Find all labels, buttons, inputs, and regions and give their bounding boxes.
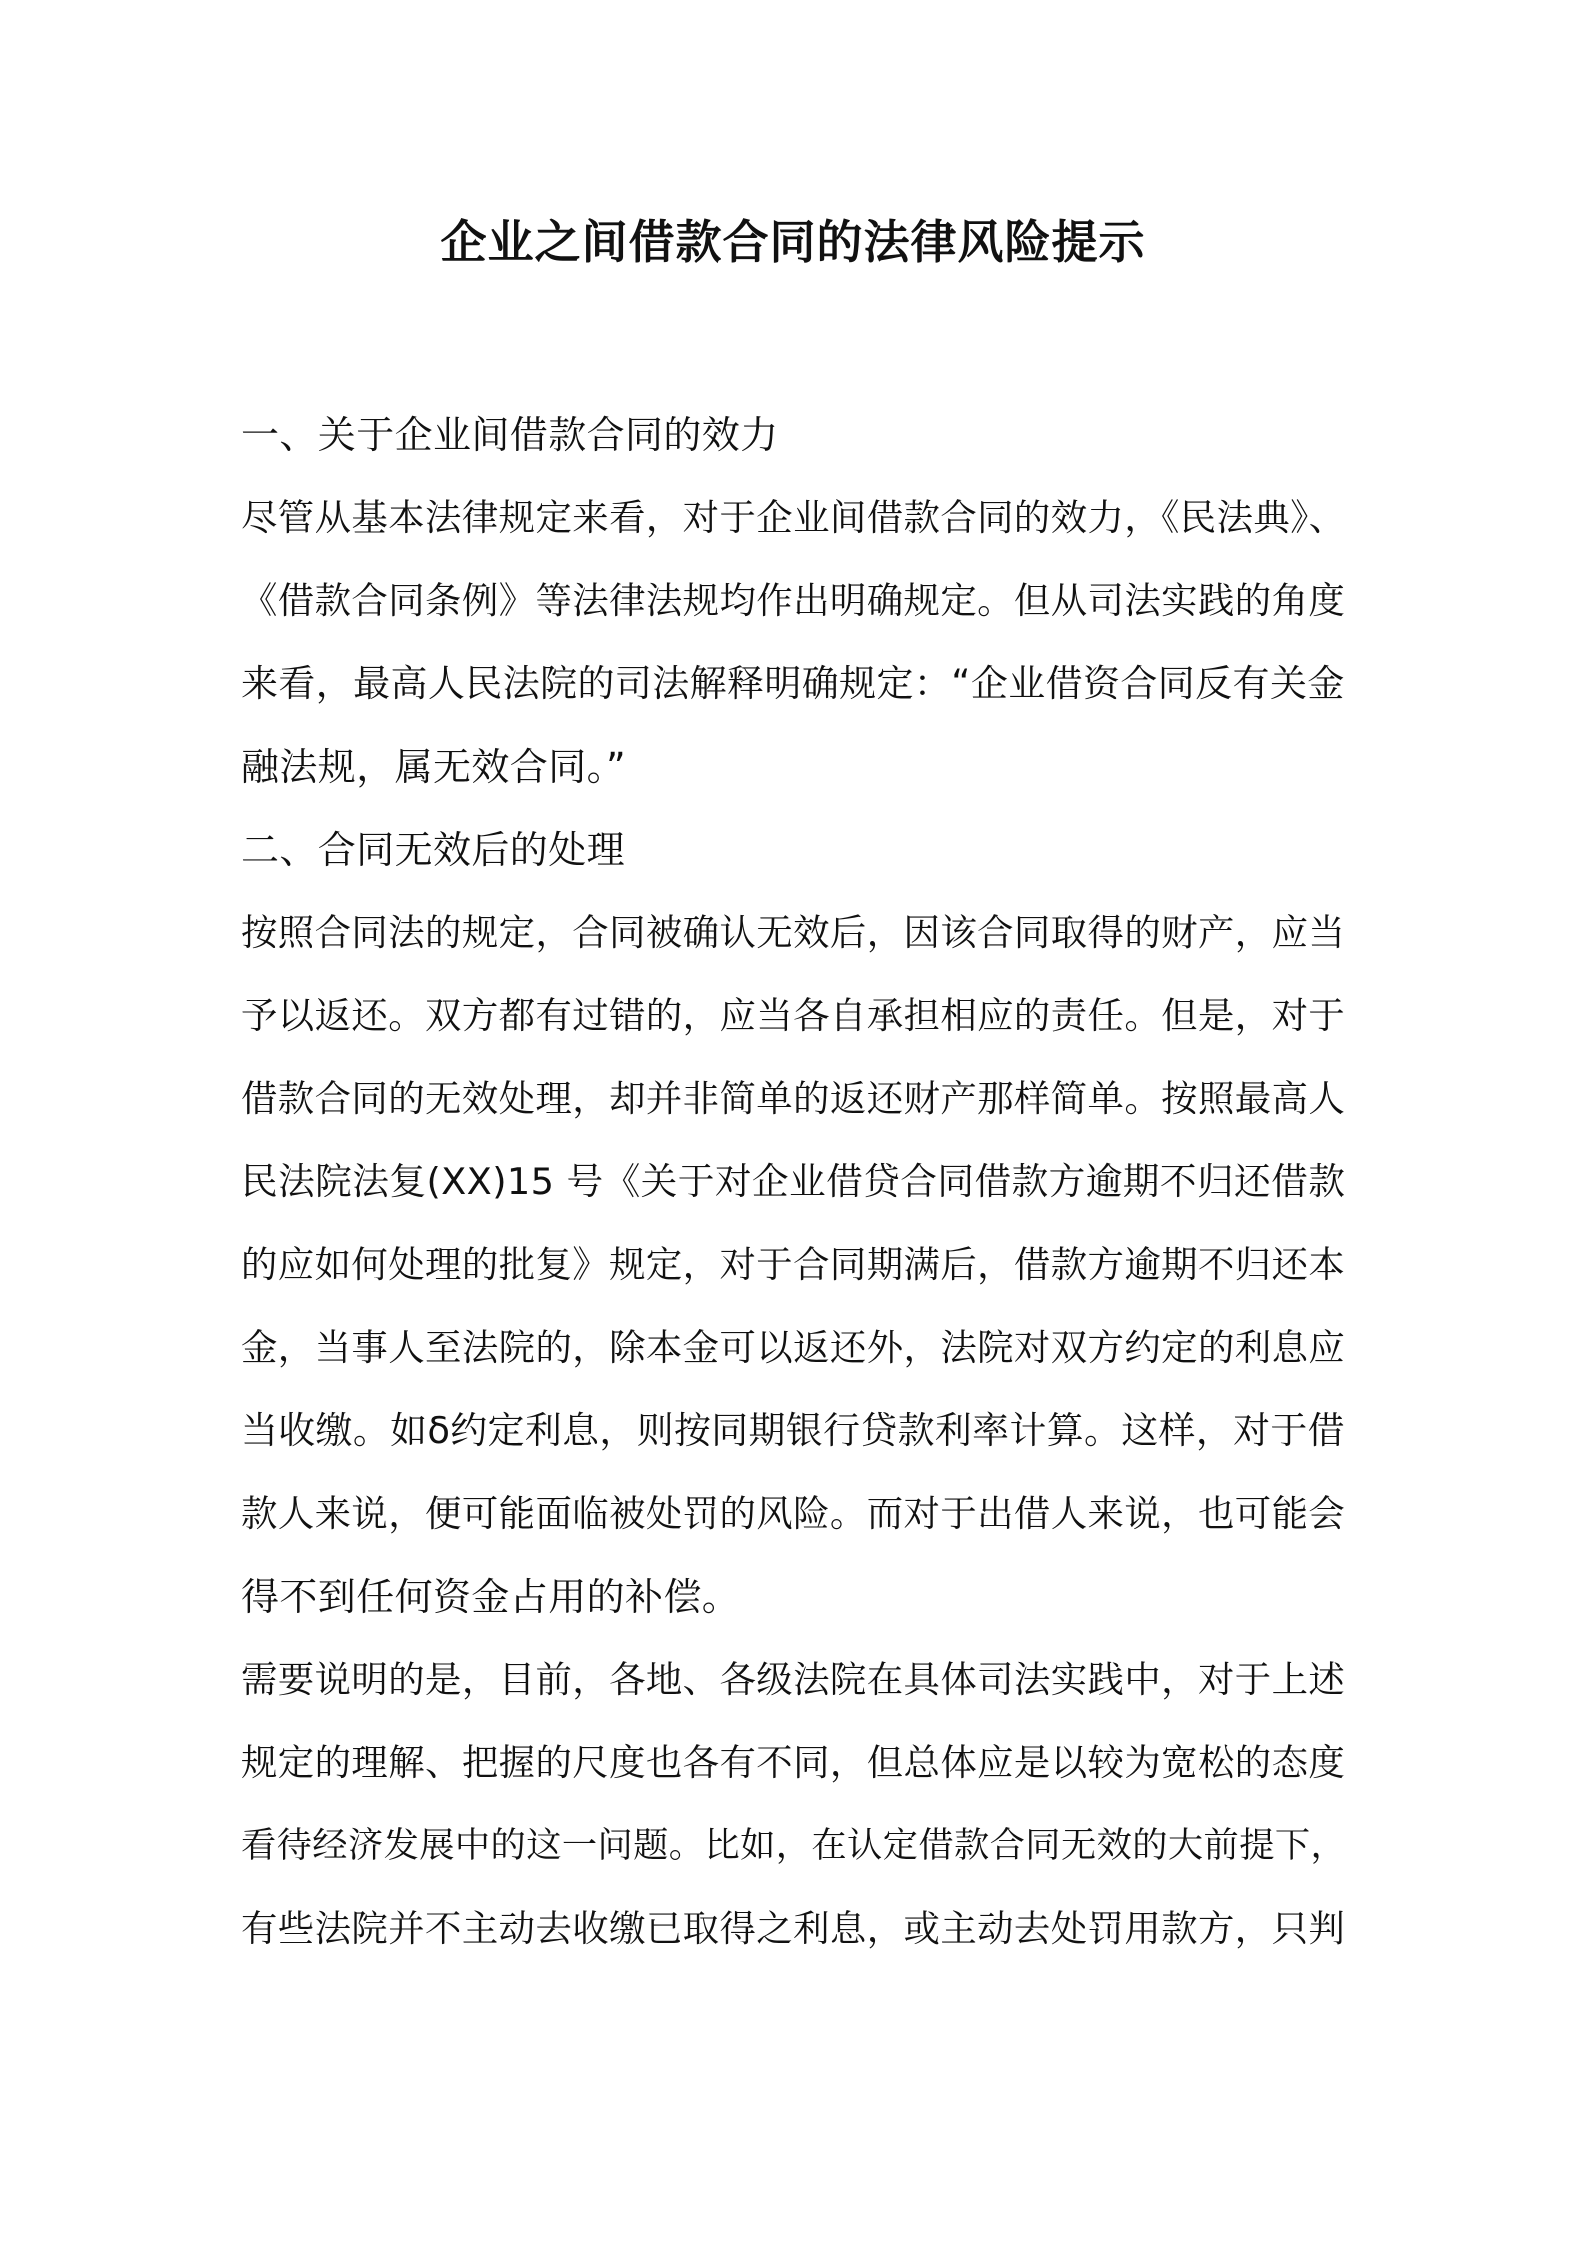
paragraph-line: 款人来说，便可能面临被处罚的风险。而对于出借人来说，也可能会 bbox=[241, 1492, 1346, 1535]
paragraph-line: 规定的理解、把握的尺度也各有不同，但总体应是以较为宽松的态度 bbox=[241, 1741, 1346, 1784]
paragraph-line: 有些法院并不主动去收缴已取得之利息，或主动去处罚用款方，只判 bbox=[241, 1907, 1346, 1950]
paragraph-line: 金，当事人至法院的，除本金可以返还外，法院对双方约定的利息应 bbox=[241, 1326, 1346, 1369]
document-title: 企业之间借款合同的法律风险提示 bbox=[440, 215, 1146, 269]
paragraph-line: 按照合同法的规定，合同被确认无效后，因该合同取得的财产，应当 bbox=[241, 911, 1346, 954]
paragraph-line: 尽管从基本法律规定来看，对于企业间借款合同的效力，《民法典》、 bbox=[241, 496, 1346, 539]
paragraph-line: 看待经济发展中的这一问题。比如，在认定借款合同无效的大前提下， bbox=[241, 1825, 1347, 1866]
paragraph-line: 需要说明的是，目前，各地、各级法院在具体司法实践中，对于上述 bbox=[241, 1658, 1346, 1701]
section-heading-2: 二、合同无效后的处理 bbox=[241, 828, 626, 872]
section-heading-1: 一、关于企业间借款合同的效力 bbox=[241, 413, 779, 457]
paragraph-line: 予以返还。双方都有过错的，应当各自承担相应的责任。但是，对于 bbox=[241, 994, 1346, 1037]
paragraph-line: 的应如何处理的批复》规定，对于合同期满后，借款方逾期不归还本 bbox=[241, 1243, 1346, 1286]
paragraph-line: 《借款合同条例》等法律法规均作出明确规定。但从司法实践的角度 bbox=[241, 579, 1346, 622]
paragraph-line: 借款合同的无效处理，却并非简单的返还财产那样简单。按照最高人 bbox=[241, 1077, 1346, 1120]
paragraph-line: 当收缴。如δ约定利息，则按同期银行贷款利率计算。这样，对于借 bbox=[241, 1409, 1345, 1452]
paragraph-line: 民法院法复(XX)15 号《关于对企业借贷合同借款方逾期不归还借款 bbox=[241, 1160, 1346, 1203]
paragraph-line: 融法规，属无效合同。” bbox=[241, 745, 627, 789]
paragraph-line: 得不到任何资金占用的补偿。 bbox=[241, 1575, 741, 1619]
paragraph-line: 来看，最高人民法院的司法解释明确规定：“企业借资合同反有关金 bbox=[241, 662, 1345, 705]
